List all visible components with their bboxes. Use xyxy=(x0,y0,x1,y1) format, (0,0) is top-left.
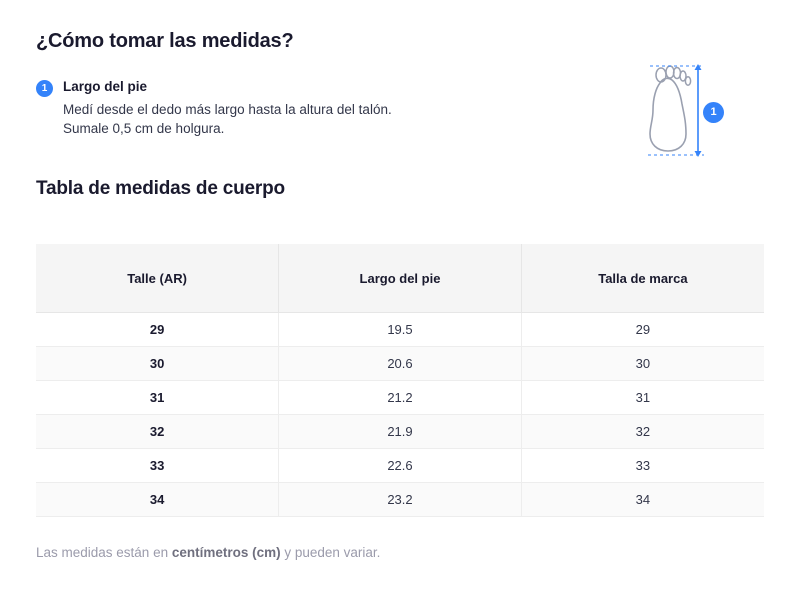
table-row xyxy=(36,449,764,483)
instruction-description: Medí desde el dedo más largo hasta la altura del talón. Sumale 0,5 cm de holgura. xyxy=(63,102,392,136)
cell-marca: 33 xyxy=(521,449,764,483)
table-row xyxy=(36,381,764,415)
cell-talle: 31 xyxy=(36,381,279,415)
cell-talle: 33 xyxy=(36,449,279,483)
column-header-talla-de-marca: Talla de marca xyxy=(521,244,764,313)
footnote-emphasis: centímetros (cm) xyxy=(171,545,281,560)
cell-marca: 34 xyxy=(521,483,764,517)
footnote-prefix: Las medidas están en xyxy=(36,545,172,560)
table-body xyxy=(36,313,764,517)
cell-largo: 21.2 xyxy=(279,381,522,415)
cell-talle: 34 xyxy=(36,483,279,517)
step-number-badge: 1 xyxy=(36,80,53,97)
cell-talle: 29 xyxy=(36,313,279,347)
size-table xyxy=(36,244,764,517)
cell-marca: 30 xyxy=(521,347,764,381)
footnote xyxy=(36,545,764,560)
instruction-text-block xyxy=(63,78,393,138)
section-title: Tabla de medidas de cuerpo xyxy=(36,178,285,199)
table-row xyxy=(36,313,764,347)
table-header xyxy=(36,244,764,313)
table-row xyxy=(36,347,764,381)
instruction-title: Largo del pie xyxy=(63,79,148,94)
page-title: ¿Cómo tomar las medidas? xyxy=(36,30,294,52)
cell-largo: 19.5 xyxy=(279,313,522,347)
column-header-talle: Talle (AR) xyxy=(36,244,279,313)
cell-talle: 30 xyxy=(36,347,279,381)
cell-marca: 32 xyxy=(521,415,764,449)
cell-largo: 22.6 xyxy=(279,449,522,483)
cell-marca: 29 xyxy=(521,313,764,347)
table-row xyxy=(36,483,764,517)
column-header-largo-del-pie: Largo del pie xyxy=(279,244,522,313)
cell-marca: 31 xyxy=(521,381,764,415)
cell-largo: 21.9 xyxy=(279,415,522,449)
cell-largo: 23.2 xyxy=(279,483,522,517)
footnote-suffix: y pueden variar. xyxy=(280,545,381,560)
table-header-row xyxy=(36,244,764,313)
cell-largo: 20.6 xyxy=(279,347,522,381)
diagram-step-badge: 1 xyxy=(703,102,724,123)
cell-talle: 32 xyxy=(36,415,279,449)
table-row xyxy=(36,415,764,449)
foot-measurement-diagram xyxy=(620,58,730,168)
